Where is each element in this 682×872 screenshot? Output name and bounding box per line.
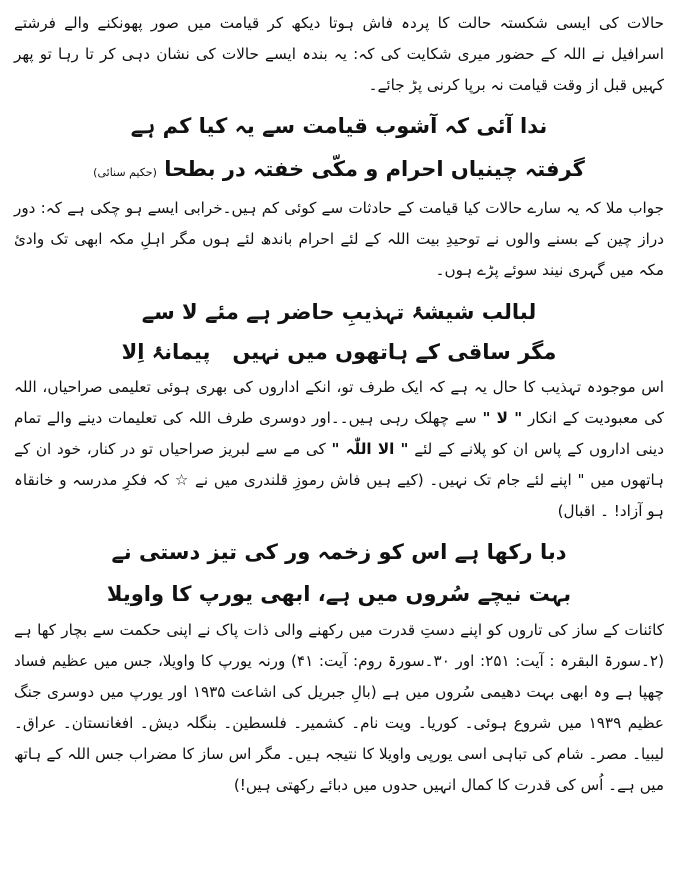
civilization-text-3: کی مے سے لبریز صراحیاں تو در کنار، خود ان کے ہاتھوں میں " اپنے لئے جام تک نہیں۔ (کیے ہیں فاش رموزِ قلندری میں نے ☆ کہ فکرِ مدرسہ و خانقاہ ہو آزاد! ۔ اقبال) (14, 440, 664, 520)
verse-2-line-2-end: پیمانۂ اِلا (121, 340, 211, 364)
verse-1-attribution: (حکیم سنائی) (93, 166, 157, 179)
paragraph-europe: کائنات کے ساز کی تاروں کو اپنے دستِ قدرت میں رکھنے والی ذات پاک نے اپنی حکمت سے بچار کھا ہے (۲۔سورۃ البقرہ : آیت: ۲۵۱: اور ۳۰۔سورۃ روم: آیت: ۴۱) ورنہ یورپ کا واویلا، جس میں عظیم فساد چھپا ہے وہ ابھی بہت دھیمی سُروں میں ہے (بالِ جبریل کی اشاعت ۱۹۳۵ اور یورپ میں دوسری جنگ عظیم ۱۹۳۹ میں شروع ہوئی۔ کوریا۔ ویت نام۔ کشمیر۔ فلسطین۔ بنگلہ دیش۔ افغانستان۔ عراق۔ لیبیا۔ مصر۔ شام کی تباہی اسی یورپی واویلا کا نتیجہ ہیں۔ مگر اس ساز کا مضراب جس اللہ کے ہاتھ میں ہے۔ اُس کی قدرت کا کمال انہیں حدوں میں دبائے رکھتی ہیں!) (14, 621, 665, 794)
verse-1-line-2 (14, 149, 664, 193)
paragraph-reply: جواب ملا کہ یہ سارے حالات کیا قیامت کے حادثات سے کوئی کم ہیں۔خرابی ایسے ہو چکی ہے کہ: دور دراز چین کے بسنے والوں نے توحیدِ بیت اللہ کے لئے احرام باندھ لئے ہوں مگر اہلِ مکہ ابھی تک وادیٔ مکہ میں گہری نیند سوئے پڑے ہوں۔ (14, 199, 664, 279)
verse-1-line-1: ندا آئی کہ آشوب قیامت سے یہ کیا کم ہے (130, 114, 548, 138)
civilization-text-2: سے چھلک رہی ہیں۔۔اور دوسری طرف اللہ کی تعلیمات دینے والے تمام دینی اداروں کے پاس ان کو پلانے کے لئے (14, 409, 665, 458)
verse-3-line-1: دبا رکھا ہے اس کو زخمہ ور کی تیز دستی نے (111, 540, 567, 564)
quote-illallah: " الا اللّٰہ " (331, 440, 409, 458)
verse-3-line-2: بہت نیچے سُروں میں ہے، ابھی یورپ کا واویلا (106, 582, 572, 606)
verse-2-line-1: لبالب شیشۂ تہذیبِ حاضر ہے مئے لا سے (141, 300, 537, 324)
paragraph-intro: حالات کی ایسی شکستہ حالت کا پردہ فاش ہوتا دیکھ کر قیامت میں صور پھونکنے والے فرشتے اسرافیل نے اللہ کے حضور میری شکایت کی کہ: یہ بندہ ایسے حالات کی نشان دہی کر تا رہا تو پھر کہیں قبل از وقت قیامت نہ برپا کرنی پڑ جائے۔ (14, 14, 664, 94)
verse-2-line-2-start: مگر ساقی کے ہاتھوں میں نہیں (232, 340, 557, 364)
verse-2-line-2 (14, 332, 664, 372)
verse-1-line-2-text: گرفتہ چینیاں احرام و مکّی خفتہ در بطحا (164, 157, 585, 181)
civilization-text-1: اس موجودہ تہذیب کا حال یہ ہے کہ ایک طرف تو، انکے اداروں کی بھری ہوئی تعلیمی صراحیاں، اللہ کی معبودیت کے انکار (14, 378, 665, 427)
quote-la: " لا " (482, 409, 523, 427)
paragraph-civilization (14, 372, 664, 527)
